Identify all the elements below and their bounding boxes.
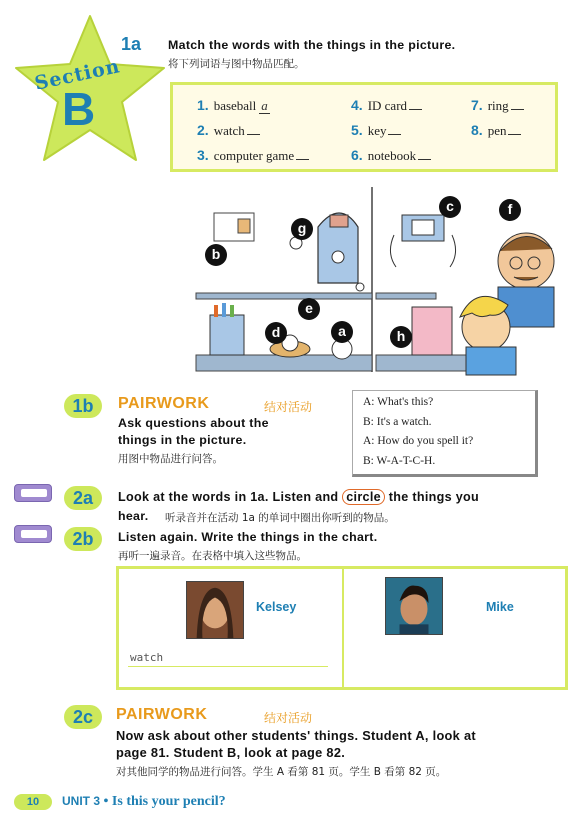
- audio-tape-icon[interactable]: [14, 484, 52, 502]
- activity-badge-2b: 2b: [64, 527, 102, 551]
- word-list-box: [170, 82, 558, 172]
- unit-footer: [62, 794, 226, 810]
- page-number: 10: [14, 794, 52, 810]
- word-item-8: 8. pen: [471, 122, 521, 139]
- dialog-line: B: W-A-T-C-H.: [363, 454, 436, 467]
- answer-blank-7[interactable]: [511, 100, 524, 110]
- dialog-box: [352, 390, 538, 477]
- answer-1[interactable]: a: [261, 98, 268, 113]
- picture-label-b: b: [205, 244, 227, 266]
- answer-blank-3[interactable]: [296, 150, 309, 160]
- audio-tape-icon[interactable]: [14, 525, 52, 543]
- pairwork-label-1b-cn: 结对活动: [264, 400, 313, 414]
- word-item-2: 2. watch: [197, 122, 260, 139]
- answer-blank-6[interactable]: [418, 150, 431, 160]
- dialog-line: A: How do you spell it?: [363, 435, 474, 447]
- instruction-2b-cn: 再听一遍录音。在表格中填入这些物品。: [118, 550, 307, 562]
- person-name-kelsey: Kelsey: [256, 600, 297, 614]
- word-item-7: 7. ring: [471, 97, 524, 114]
- word-item-4: 4. ID card: [351, 97, 422, 114]
- instruction-2b: Listen again. Write the things in the chart.: [118, 530, 378, 544]
- section-letter: B: [62, 83, 96, 135]
- person-name-mike: Mike: [486, 600, 514, 614]
- word-item-6: 6. notebook: [351, 147, 431, 164]
- instruction-2a-line2: hear.: [118, 509, 149, 523]
- activity-badge-2a: 2a: [64, 486, 102, 510]
- picture-label-h: h: [390, 326, 412, 348]
- pairwork-label-1b: PAIRWORK: [118, 395, 210, 412]
- activity-badge-2c: 2c: [64, 705, 102, 729]
- word-item-3: 3. computer game: [197, 147, 309, 164]
- section-word: Section: [32, 55, 123, 95]
- unit-label: UNIT 3: [62, 794, 101, 808]
- instruction-1b-line1: Ask questions about the: [118, 416, 269, 430]
- answer-line: [128, 666, 328, 667]
- word-item-1: 1. baseball a: [197, 97, 268, 113]
- dialog-line: A: What's this?: [363, 396, 434, 408]
- picture-label-f: f: [499, 199, 521, 221]
- mike-photo: [385, 577, 443, 635]
- answer-blank-2[interactable]: [247, 125, 260, 135]
- kelsey-photo: [186, 581, 244, 639]
- activity-badge-1b: 1b: [64, 394, 102, 418]
- picture-label-g: g: [291, 218, 313, 240]
- instruction-1b-cn: 用图中物品进行问答。: [118, 453, 223, 465]
- word-item-5: 5. key: [351, 122, 401, 139]
- answer-blank-5[interactable]: [388, 125, 401, 135]
- instruction-2a: Look at the words in 1a. Listen and circle the things you: [118, 490, 480, 504]
- instruction-1a-cn: 将下列词语与图中物品匹配。: [168, 58, 305, 70]
- pairwork-label-2c-cn: 结对活动: [264, 711, 313, 725]
- instruction-2c-cn: 对其他同学的物品进行问答。学生 A 看第 81 页。学生 B 看第 82 页。: [116, 766, 447, 778]
- answer-blank-8[interactable]: [508, 125, 521, 135]
- picture-label-a: a: [331, 321, 353, 343]
- answer-blank-4[interactable]: [409, 100, 422, 110]
- dialog-line: B: It's a watch.: [363, 415, 432, 428]
- unit-title: Is this your pencil?: [111, 794, 226, 809]
- kelsey-written-answer[interactable]: watch: [130, 651, 164, 664]
- activity-badge-1a: 1a: [120, 34, 142, 54]
- pairwork-label-2c: PAIRWORK: [116, 706, 208, 723]
- instruction-1a: Match the words with the things in the picture.: [168, 38, 456, 52]
- instruction-1b-line2: things in the picture.: [118, 433, 247, 447]
- picture-label-c: c: [439, 196, 461, 218]
- instruction-2c-line1: Now ask about other students' things. Student A, look at: [116, 728, 476, 743]
- instruction-2c-line2: page 81. Student B, look at page 82.: [116, 745, 346, 760]
- instruction-2a-cn: 听录音并在活动 1a 的单词中圈出你听到的物品。: [165, 512, 395, 524]
- bullet: •: [103, 794, 112, 809]
- circled-word: circle: [342, 489, 385, 505]
- picture-label-d: d: [265, 322, 287, 344]
- picture-label-e: e: [298, 298, 320, 320]
- chart-divider: [342, 566, 344, 690]
